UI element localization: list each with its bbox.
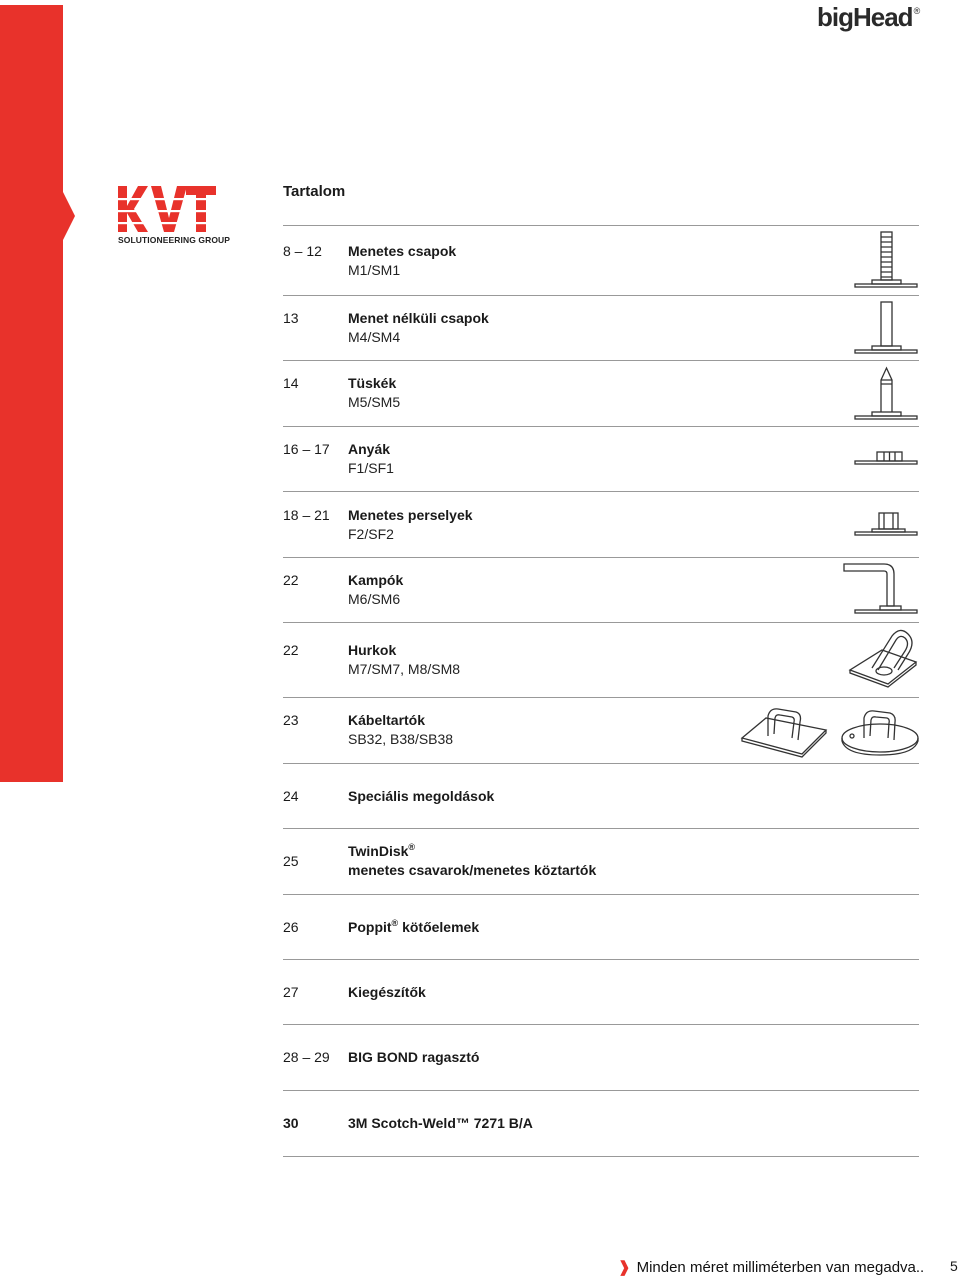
spike-icon	[852, 364, 920, 424]
toc-entry-subtitle: M6/SM6	[348, 591, 401, 607]
toc-page-range: 26	[283, 919, 299, 935]
toc-entry-title: Kábeltartók	[348, 712, 426, 728]
toc-page-range: 27	[283, 984, 299, 1000]
toc-entry-subtitle: F1/SF1	[348, 460, 394, 476]
divider	[283, 959, 919, 960]
toc-entry-subtitle: M7/SM7, M8/SM8	[348, 661, 461, 677]
toc-entry-subtitle: SB32, B38/SB38	[348, 731, 454, 747]
toc-entry-title: Menetes csapok	[348, 243, 457, 259]
registered-mark: ®	[391, 918, 399, 928]
toc-page-range: 18 – 21	[283, 507, 330, 523]
divider	[283, 1024, 919, 1025]
toc-entry-title-rest: kötőelemek	[398, 919, 480, 935]
divider	[283, 894, 919, 895]
divider	[283, 295, 919, 296]
toc-entry-title: Kiegészítők	[348, 984, 426, 1000]
toc-entry-subtitle: M4/SM4	[348, 329, 401, 345]
side-color-bar	[0, 5, 63, 782]
toc-entry-title: BIG BOND ragasztó	[348, 1049, 480, 1065]
toc-page-range: 16 – 17	[283, 441, 330, 457]
side-bar-arrow	[63, 192, 75, 240]
footer-note	[618, 1258, 924, 1276]
divider	[283, 225, 919, 226]
bighead-registered-mark: ®	[913, 6, 920, 16]
threaded-stud-icon	[852, 230, 920, 292]
loop-icon	[842, 624, 922, 694]
toc-entry-title: Anyák	[348, 441, 391, 457]
toc-page-range: 13	[283, 310, 299, 326]
toc-entry-title: Speciális megoldások	[348, 788, 495, 804]
registered-mark: ®	[408, 842, 416, 852]
footer-note-text: Minden méret milliméterben van megadva..	[636, 1259, 925, 1276]
toc-page-range: 28 – 29	[283, 1049, 330, 1065]
toc-entry-title: Tüskék	[348, 375, 397, 391]
toc-title: Tartalom	[283, 183, 346, 200]
toc-page-range: 8 – 12	[283, 243, 322, 259]
toc-page-range: 22	[283, 572, 299, 588]
cable-holder-square-icon	[738, 700, 830, 760]
divider	[283, 828, 919, 829]
toc-entry-title: Kampók	[348, 572, 404, 588]
kvt-letters-graphic	[118, 186, 216, 232]
toc-entry-title: Hurkok	[348, 642, 397, 658]
toc-page-range: 23	[283, 712, 299, 728]
nut-icon	[852, 446, 920, 470]
kvt-tagline: SOLUTIONEERING GROUP	[118, 235, 231, 245]
unthreaded-stud-icon	[852, 298, 920, 358]
toc-entry-title: Menetes perselyek	[348, 507, 473, 523]
toc-entry-title	[348, 919, 479, 935]
divider	[283, 622, 919, 623]
cable-holder-round-icon	[838, 700, 922, 760]
toc-page-range: 22	[283, 642, 299, 658]
kvt-logo	[118, 186, 231, 245]
toc-entry-title	[348, 843, 415, 859]
divider	[283, 426, 919, 427]
chevron-right-icon: ❱	[618, 1259, 631, 1276]
divider	[283, 1156, 919, 1157]
toc-entry-subtitle: M5/SM5	[348, 394, 401, 410]
divider	[283, 557, 919, 558]
divider	[283, 491, 919, 492]
toc-entry-subtitle: F2/SF2	[348, 526, 394, 542]
bighead-logo-text: bigHead	[817, 2, 913, 32]
bighead-logo	[817, 2, 919, 33]
toc-page-range: 24	[283, 788, 299, 804]
divider	[283, 1090, 919, 1091]
toc-page-range: 14	[283, 375, 299, 391]
toc-page-range: 25	[283, 853, 299, 869]
hook-icon	[840, 560, 920, 620]
toc-page-range: 30	[283, 1115, 299, 1131]
toc-entry-title: Menet nélküli csapok	[348, 310, 489, 326]
toc-entry-subtitle: menetes csavarok/menetes köztartók	[348, 862, 597, 878]
page-number: 5	[950, 1258, 958, 1274]
toc-entry-subtitle: M1/SM1	[348, 262, 401, 278]
divider	[283, 360, 919, 361]
threaded-bush-icon	[852, 507, 920, 539]
divider	[283, 697, 919, 698]
toc-entry-title-text: Poppit	[348, 919, 392, 935]
toc-entry-title: 3M Scotch-Weld™ 7271 B/A	[348, 1115, 533, 1131]
divider	[283, 763, 919, 764]
toc-entry-title-text: TwinDisk	[348, 843, 409, 859]
